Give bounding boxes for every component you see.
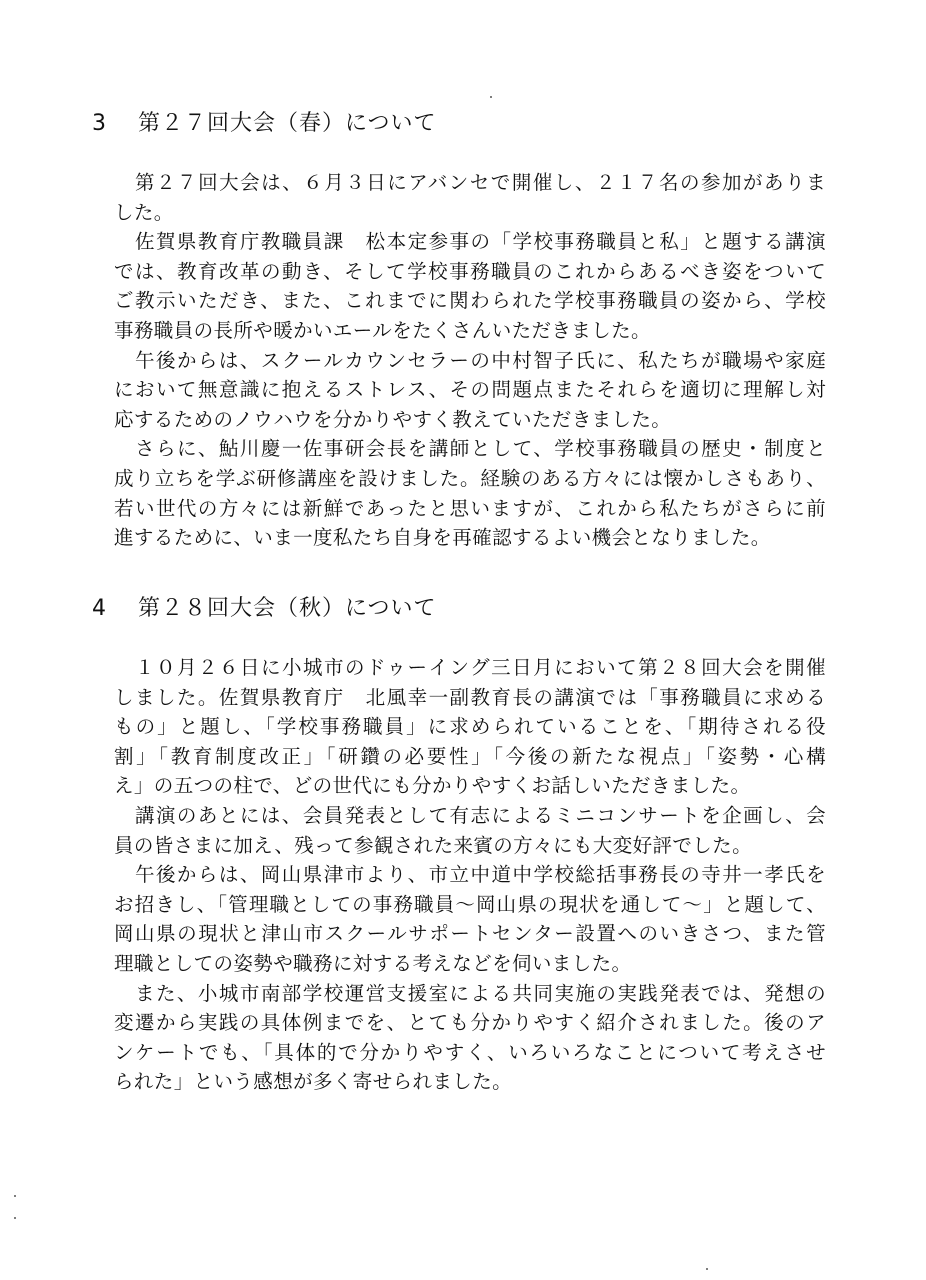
body-line: ご教示いただき、また、これまでに関わられた学校事務職員の姿から、学校 xyxy=(114,289,826,313)
scan-speck xyxy=(14,1195,16,1197)
body-line: 午後からは、スクールカウンセラーの中村智子氏に、私たちが職場や家庭 xyxy=(114,348,826,372)
body-line: 応するためのノウハウを分かりやすく教えていただきました。 xyxy=(114,407,672,431)
body-line: １０月２６日に小城市のドゥーイング三日月において第２８回大会を開催 xyxy=(114,656,826,679)
body-line: 成り立ちを学ぶ研修講座を設けました。経験のある方々には懐かしさもあり、 xyxy=(114,466,826,490)
scan-speck xyxy=(706,1268,708,1270)
body-line: 岡山県の現状と津山市スクールサポートセンター設置へのいきさつ、また管 xyxy=(114,922,826,946)
body-line: 員の皆さまに加え、残って参観された来賓の方々にも大変好評でした。 xyxy=(114,833,752,857)
section-title: 第２７回大会（春）について xyxy=(138,111,437,136)
section-body xyxy=(114,653,826,1097)
body-line: お招きし、「管理職としての事務職員～岡山県の現状を通して～」と題して、 xyxy=(114,892,826,916)
body-line: 若い世代の方々には新鮮であったと思いますが、これから私たちがさらに前 xyxy=(114,496,826,520)
scan-speck xyxy=(490,96,492,98)
section-heading xyxy=(92,104,926,144)
body-line: 割」「教育制度改正」「研鑽の必要性」「今後の新たな視点」「姿勢・心構 xyxy=(114,744,826,768)
body-line: また、小城市南部学校運営支援室による共同実施の実践発表では、発想の xyxy=(114,981,826,1005)
body-line: 変遷から実践の具体例までを、とても分かりやすく紹介されました。後のア xyxy=(114,1011,826,1035)
scan-speck xyxy=(14,1217,16,1219)
body-line: 第２７回大会は、６月３日にアバンセで開催し、２１７名の参加がありま xyxy=(114,171,826,194)
section-title: 第２８回大会（秋）について xyxy=(138,596,437,621)
body-line: では、教育改革の動き、そして学校事務職員のこれからあるべき姿をついて xyxy=(114,259,826,283)
body-line: 事務職員の長所や暖かいエールをたくさんいただきました。 xyxy=(114,318,651,342)
section-body xyxy=(114,168,826,553)
body-line: さらに、鮎川慶一佐事研会長を講師として、学校事務職員の歴史・制度と xyxy=(114,437,826,461)
section-number: 3 xyxy=(92,111,107,136)
body-line: 午後からは、岡山県津市より、市立中道中学校総括事務長の寺井一孝氏を xyxy=(114,863,826,887)
section-spring-conference xyxy=(0,104,926,553)
body-line: した。 xyxy=(114,200,174,224)
body-line: しました。佐賀県教育庁 北風幸一副教育長の講演では「事務職員に求める xyxy=(114,685,826,709)
body-line: られた」という感想が多く寄せられました。 xyxy=(114,1070,513,1094)
body-line: え」の五つの柱で、どの世代にも分かりやすくお話しいただきました。 xyxy=(114,774,751,798)
body-line: ンケートでも、「具体的で分かりやすく、いろいろなことについて考えさせ xyxy=(114,1040,826,1064)
body-line: 講演のあとには、会員発表として有志によるミニコンサートを企画し、会 xyxy=(114,803,826,827)
body-line: もの」と題し、「学校事務職員」に求められていることを、「期待される役 xyxy=(114,715,826,739)
section-number: 4 xyxy=(92,596,107,621)
body-line: 佐賀県教育庁教職員課 松本定参事の「学校事務職員と私」と題する講演 xyxy=(114,230,826,254)
body-line: 理職としての姿勢や職務に対する考えなどを伺いました。 xyxy=(114,951,632,975)
body-line: 進するために、いま一度私たち自身を再確認するよい機会となりました。 xyxy=(114,526,771,550)
section-autumn-conference xyxy=(0,589,926,1097)
section-heading xyxy=(92,589,926,629)
body-line: において無意識に抱えるストレス、その問題点またそれらを適切に理解し対 xyxy=(114,378,826,402)
